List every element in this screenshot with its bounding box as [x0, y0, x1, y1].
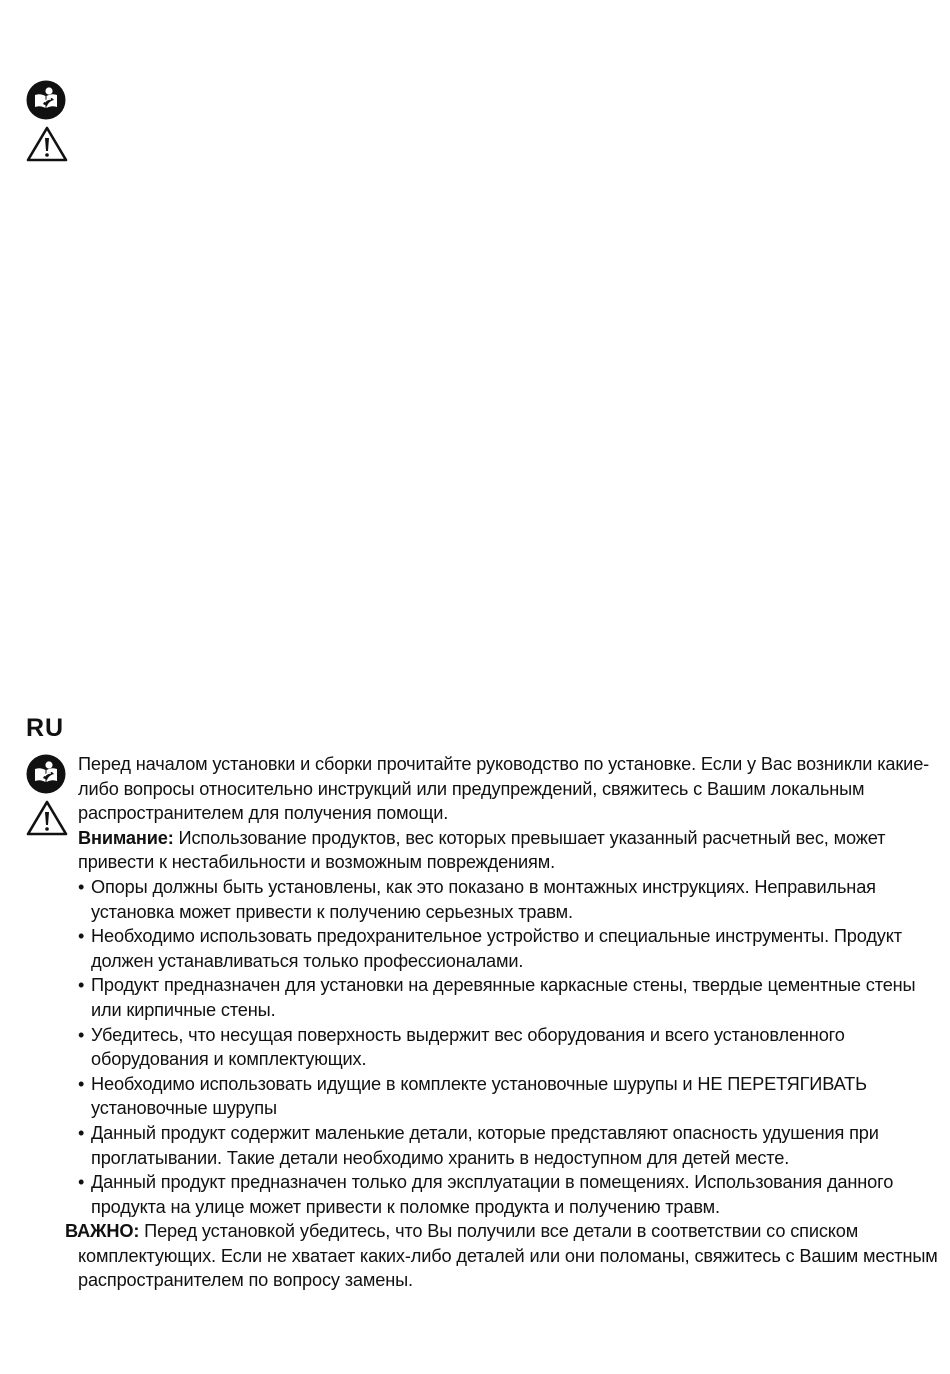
caution-paragraph — [78, 826, 940, 875]
caution-label: Внимание: — [78, 827, 174, 848]
list-item — [78, 1121, 940, 1170]
intro-paragraph: Перед началом установки и сборки прочитайте руководство по установке. Если у Вас возникли какие-либо вопросы относительно инструкций или предупреждений, свяжитесь с Вашим локальным распространителем для получения помощи. — [78, 754, 930, 824]
bullet-symbol: • — [78, 1122, 85, 1143]
warning-triangle-icon — [26, 800, 68, 836]
bullet-text: Продукт предназначен для установки на деревянные каркасные стены, твердые цементные стены или кирпичные стены. — [91, 975, 916, 1020]
bullet-text: Убедитесь, что несущая поверхность выдержит вес оборудования и всего установленного оборудования и комплектующих. — [91, 1024, 845, 1070]
bullet-text: Данный продукт содержит маленькие детали, которые представляют опасность удушения при проглатывании. Такие детали необходимо хранить в недоступном для детей месте. — [91, 1122, 879, 1168]
bullet-symbol: • — [78, 1073, 85, 1094]
caution-text: Использование продуктов, вес которых превышает указанный расчетный вес, может привести к нестабильности и возможным повреждениям. — [78, 827, 886, 873]
safety-instructions — [65, 752, 940, 1293]
bullet-symbol: • — [78, 926, 85, 947]
warning-triangle-icon — [26, 126, 68, 162]
bullet-text: Необходимо использовать идущие в комплекте установочные шурупы и НЕ ПЕРЕТЯГИВАТЬ установочные шурупы — [91, 1073, 867, 1119]
bullet-symbol: • — [78, 876, 85, 897]
bullet-text: Необходимо использовать предохранительное устройство и специальные инструменты. Продукт должен устанавливаться только профессионалами. — [91, 926, 902, 971]
list-item — [78, 1072, 940, 1121]
bullet-symbol: • — [78, 975, 85, 996]
important-text: Перед установкой убедитесь, что Вы получили все детали в соответствии со списком комплектующих. Если не хватает каких-либо деталей или они поломаны, свяжитесь с Вашим местным распространителем по вопросу замены. — [78, 1221, 938, 1291]
bullet-symbol: • — [78, 1024, 85, 1045]
list-item — [78, 1023, 940, 1072]
safety-bullet-list — [78, 875, 940, 1219]
list-item — [78, 1170, 940, 1219]
bullet-text: Данный продукт предназначен только для эксплуатации в помещениях. Использования данного продукта на улице может привести к поломке продукта и получению травм. — [91, 1172, 894, 1217]
list-item — [78, 924, 940, 973]
read-manual-icon — [26, 754, 66, 794]
list-item — [78, 875, 940, 924]
read-manual-icon — [26, 80, 66, 120]
important-paragraph — [65, 1219, 940, 1293]
bullet-text: Опоры должны быть установлены, как это показано в монтажных инструкциях. Неправильная установка может привести к получению серьезных травм. — [91, 876, 876, 922]
important-label: ВАЖНО: — [65, 1221, 140, 1242]
bullet-symbol: • — [78, 1172, 85, 1193]
list-item — [78, 973, 940, 1022]
language-code-heading: RU — [26, 714, 65, 742]
